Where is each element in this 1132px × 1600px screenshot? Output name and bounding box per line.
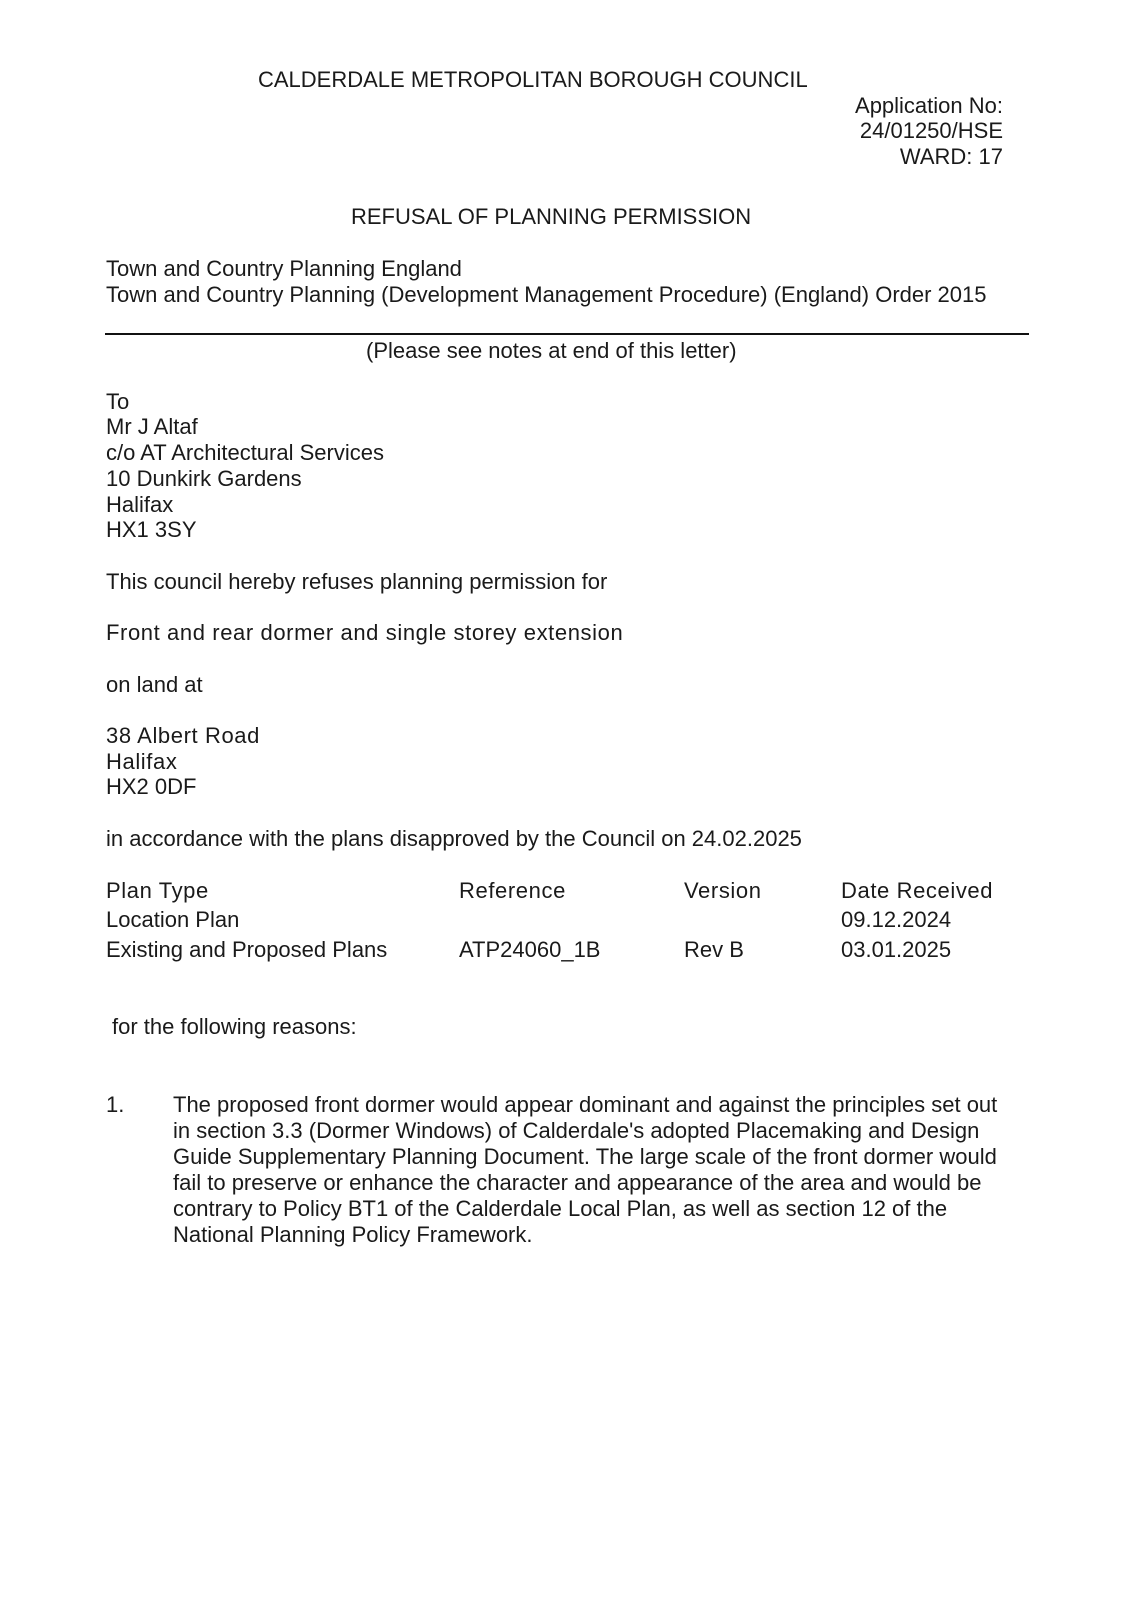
table-header-date-received: Date Received: [841, 878, 994, 903]
site-address-line: 38 Albert Road: [106, 723, 260, 748]
table-cell: ATP24060_1B: [459, 937, 601, 962]
document-title: REFUSAL OF PLANNING PERMISSION: [351, 204, 752, 229]
legislation-line: Town and Country Planning (Development Management Procedure) (England) Order 2015: [106, 282, 987, 307]
ward: WARD: 17: [899, 144, 1003, 169]
council-name: CALDERDALE METROPOLITAN BOROUGH COUNCIL: [258, 67, 808, 92]
table-cell: 09.12.2024: [841, 907, 952, 932]
table-header-plan-type: Plan Type: [106, 878, 209, 903]
recipient-line: 10 Dunkirk Gardens: [106, 466, 302, 491]
reasons-intro: for the following reasons:: [112, 1014, 357, 1039]
recipient-line: HX1 3SY: [106, 517, 197, 542]
refusal-intro: This council hereby refuses planning permission for: [106, 569, 608, 594]
reason-text: The proposed front dormer would appear dominant and against the principles set out in section 3.3 (Dormer Windows) of Calderdale's adopted Placemaking and Design Guide Supplementary Planning Document. The large scale of the front dormer would fail to preserve or enhance the character and appearance of the area and would be contrary to Policy BT1 of the Calderdale Local Plan, as well as section 12 of the National Planning Policy Framework.: [173, 1092, 998, 1247]
land-intro: on land at: [106, 672, 203, 697]
table-cell: Existing and Proposed Plans: [106, 937, 388, 962]
divider: [105, 333, 1029, 335]
recipient-line: c/o AT Architectural Services: [106, 440, 384, 465]
proposal-description: Front and rear dormer and single storey extension: [106, 620, 624, 645]
table-header-reference: Reference: [459, 878, 566, 903]
plans-intro: in accordance with the plans disapproved by the Council on 24.02.2025: [106, 826, 802, 851]
notes-reference: (Please see notes at end of this letter): [366, 338, 737, 363]
table-header-version: Version: [684, 878, 762, 903]
application-label: Application No:: [855, 93, 1003, 118]
recipient-to: To: [106, 389, 130, 414]
application-number: 24/01250/HSE: [859, 118, 1003, 143]
recipient-line: Halifax: [106, 492, 174, 517]
table-cell: Rev B: [684, 937, 744, 962]
legislation-line: Town and Country Planning England: [106, 256, 462, 281]
site-address-line: Halifax: [106, 749, 178, 774]
recipient-line: Mr J Altaf: [106, 414, 198, 439]
table-cell: Location Plan: [106, 907, 240, 932]
reason-number: 1.: [106, 1092, 125, 1117]
table-cell: 03.01.2025: [841, 937, 952, 962]
site-address-line: HX2 0DF: [106, 774, 197, 799]
